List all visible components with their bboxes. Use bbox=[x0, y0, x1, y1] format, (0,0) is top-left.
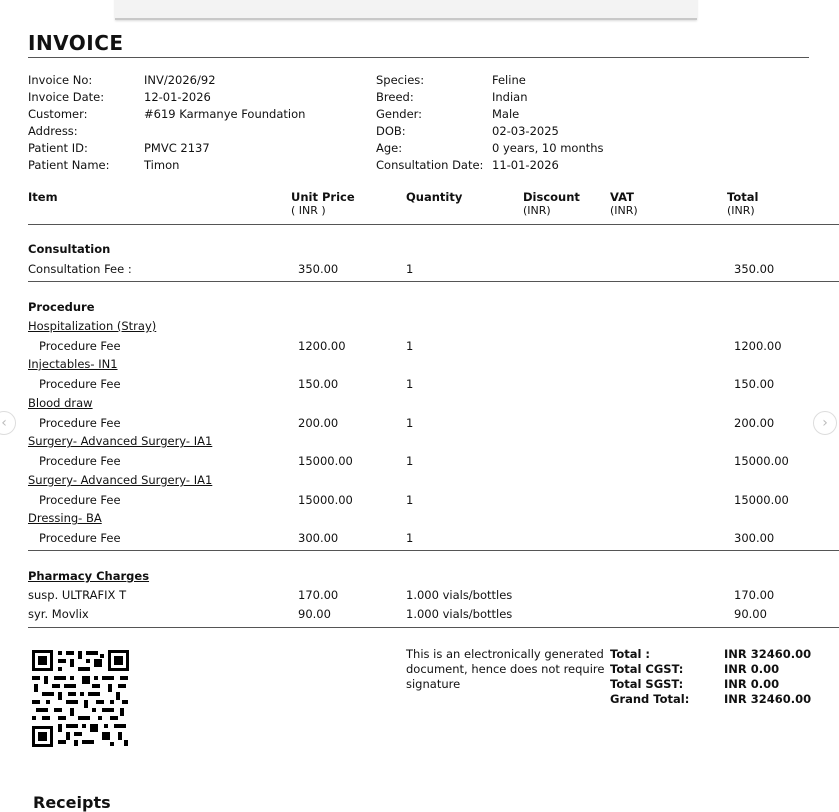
grand-total-value: INR 32460.00 bbox=[724, 692, 812, 706]
receipts-heading: Receipts bbox=[33, 793, 111, 812]
section-pharmacy: Pharmacy Charges bbox=[28, 569, 150, 583]
quantity: 1 bbox=[406, 377, 414, 391]
age-label: Age: bbox=[376, 141, 403, 155]
table-row bbox=[0, 492, 839, 509]
cgst-value: INR 0.00 bbox=[724, 662, 780, 676]
sgst-label: Total SGST: bbox=[610, 677, 684, 691]
cgst-label: Total CGST: bbox=[610, 662, 684, 676]
header-card bbox=[115, 0, 697, 20]
divider bbox=[28, 550, 839, 551]
patient-name-value: Timon bbox=[144, 158, 180, 172]
address-label: Address: bbox=[28, 124, 78, 138]
unit-price: 150.00 bbox=[298, 377, 339, 391]
table-row bbox=[0, 261, 839, 278]
unit-price: 1200.00 bbox=[298, 339, 346, 353]
invoice-no-label: Invoice No: bbox=[28, 73, 93, 87]
invoice-date-value: 12-01-2026 bbox=[144, 90, 211, 104]
table-row bbox=[0, 415, 839, 432]
divider bbox=[28, 224, 839, 225]
chevron-right-icon[interactable]: › bbox=[813, 411, 837, 435]
breed-label: Breed: bbox=[376, 90, 414, 104]
section-procedure: Procedure bbox=[28, 300, 95, 314]
line-total: 200.00 bbox=[734, 416, 775, 430]
col-vat bbox=[610, 190, 638, 218]
qr-code-icon bbox=[30, 648, 131, 749]
col-unit-price-label: Unit Price bbox=[291, 190, 355, 204]
col-total-label: Total bbox=[727, 190, 759, 204]
col-unit-price bbox=[291, 190, 355, 218]
quantity: 1.000 vials/bottles bbox=[406, 607, 513, 621]
procedure-name: Injectables- IN1 bbox=[28, 357, 118, 371]
item-name: Procedure Fee bbox=[39, 377, 121, 391]
line-total: 1200.00 bbox=[734, 339, 782, 353]
table-row bbox=[0, 587, 839, 604]
table-header bbox=[0, 190, 839, 220]
consultation-date-value: 11-01-2026 bbox=[492, 158, 559, 172]
sgst-value: INR 0.00 bbox=[724, 677, 780, 691]
quantity: 1.000 vials/bottles bbox=[406, 588, 513, 602]
consultation-date-label: Consultation Date: bbox=[376, 158, 484, 172]
unit-price: 300.00 bbox=[298, 531, 339, 545]
item-name: Procedure Fee bbox=[39, 416, 121, 430]
species-value: Feline bbox=[492, 73, 526, 87]
col-quantity: Quantity bbox=[406, 190, 463, 204]
table-row bbox=[0, 453, 839, 470]
quantity: 1 bbox=[406, 339, 414, 353]
patient-name-label: Patient Name: bbox=[28, 158, 110, 172]
grand-total-label: Grand Total: bbox=[610, 692, 690, 706]
procedure-name: Hospitalization (Stray) bbox=[28, 319, 157, 333]
invoice-date-label: Invoice Date: bbox=[28, 90, 105, 104]
col-vat-label: VAT bbox=[610, 190, 634, 204]
dob-value: 02-03-2025 bbox=[492, 124, 559, 138]
total-label: Total : bbox=[610, 647, 651, 661]
quantity: 1 bbox=[406, 493, 414, 507]
unit-price: 15000.00 bbox=[298, 493, 353, 507]
col-total bbox=[727, 190, 758, 218]
divider bbox=[28, 281, 839, 282]
table-row bbox=[0, 376, 839, 393]
gender-label: Gender: bbox=[376, 107, 423, 121]
quantity: 1 bbox=[406, 262, 414, 276]
line-total: 350.00 bbox=[734, 262, 775, 276]
quantity: 1 bbox=[406, 416, 414, 430]
item-name: susp. ULTRAFIX T bbox=[28, 588, 127, 602]
unit-price: 90.00 bbox=[298, 607, 331, 621]
total-value: INR 32460.00 bbox=[724, 647, 812, 661]
line-total: 15000.00 bbox=[734, 454, 789, 468]
col-vat-unit: (INR) bbox=[610, 204, 638, 217]
procedure-name: Blood draw bbox=[28, 396, 93, 410]
line-total: 90.00 bbox=[734, 607, 767, 621]
quantity: 1 bbox=[406, 531, 414, 545]
item-name: Procedure Fee bbox=[39, 454, 121, 468]
signature-note: This is an electronically generated document, hence does not require signature bbox=[406, 647, 605, 691]
procedure-name: Surgery- Advanced Surgery- IA1 bbox=[28, 473, 213, 487]
procedure-name: Surgery- Advanced Surgery- IA1 bbox=[28, 434, 213, 448]
breed-value: Indian bbox=[492, 90, 528, 104]
table-row bbox=[0, 606, 839, 623]
line-total: 300.00 bbox=[734, 531, 775, 545]
col-discount-unit: (INR) bbox=[523, 204, 551, 217]
item-name: Consultation Fee : bbox=[28, 262, 132, 276]
col-unit-price-unit: ( INR ) bbox=[291, 204, 326, 217]
species-label: Species: bbox=[376, 73, 425, 87]
totals-values bbox=[724, 647, 811, 707]
item-name: Procedure Fee bbox=[39, 531, 121, 545]
divider bbox=[28, 57, 809, 58]
item-name: Procedure Fee bbox=[39, 339, 121, 353]
quantity: 1 bbox=[406, 454, 414, 468]
col-item: Item bbox=[28, 190, 58, 204]
age-value: 0 years, 10 months bbox=[492, 141, 604, 155]
item-name: syr. Movlix bbox=[28, 607, 89, 621]
table-row bbox=[0, 530, 839, 547]
unit-price: 350.00 bbox=[298, 262, 339, 276]
patient-id-label: Patient ID: bbox=[28, 141, 88, 155]
divider bbox=[28, 627, 839, 628]
line-total: 15000.00 bbox=[734, 493, 789, 507]
col-discount bbox=[523, 190, 580, 218]
section-consultation: Consultation bbox=[28, 242, 111, 256]
dob-label: DOB: bbox=[376, 124, 406, 138]
invoice-no-value: INV/2026/92 bbox=[144, 73, 216, 87]
page-title: INVOICE bbox=[28, 31, 124, 55]
totals-labels bbox=[610, 647, 689, 707]
gender-value: Male bbox=[492, 107, 520, 121]
line-total: 150.00 bbox=[734, 377, 775, 391]
table-row bbox=[0, 338, 839, 355]
col-total-unit: (INR) bbox=[727, 204, 755, 217]
procedure-name: Dressing- BA bbox=[28, 511, 102, 525]
col-discount-label: Discount bbox=[523, 190, 580, 204]
unit-price: 170.00 bbox=[298, 588, 339, 602]
line-total: 170.00 bbox=[734, 588, 775, 602]
patient-id-value: PMVC 2137 bbox=[144, 141, 210, 155]
customer-label: Customer: bbox=[28, 107, 88, 121]
chevron-left-icon[interactable]: ‹ bbox=[0, 411, 16, 435]
item-name: Procedure Fee bbox=[39, 493, 121, 507]
unit-price: 200.00 bbox=[298, 416, 339, 430]
customer-value: #619 Karmanye Foundation bbox=[144, 107, 306, 121]
unit-price: 15000.00 bbox=[298, 454, 353, 468]
